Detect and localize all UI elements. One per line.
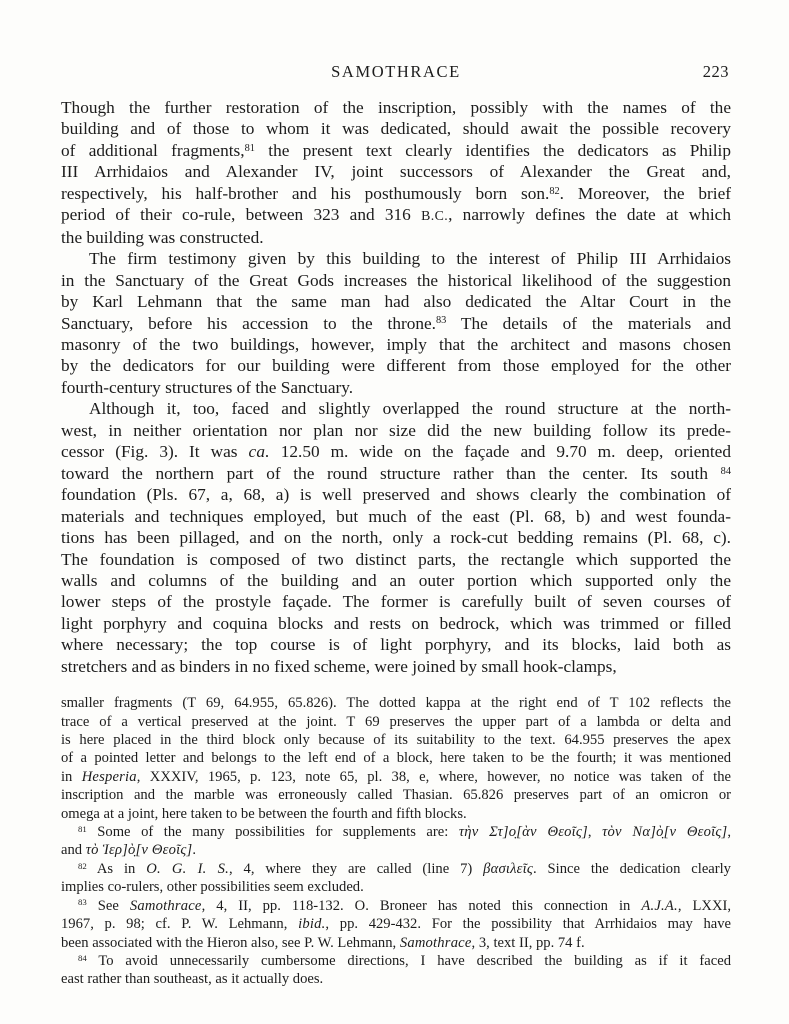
body-line: fourth-century structures of the Sanctuary. — [61, 377, 354, 397]
footnote-line: 1967, p. 98; cf. P. W. Lehmann, ibid., pp. 429-432. For the possibility that Arrhidaios may have — [61, 916, 732, 933]
footnote-line: $^{84}$ To avoid unnecessarily cumbersome directions, I have described the building as if it faced — [78, 952, 731, 969]
running-header — [61, 62, 731, 82]
footnote-line: implies co-rulers, other possibilities seem excluded. — [61, 879, 364, 896]
body-line: lower steps of the prostyle façade. The former is carefully built of seven courses of — [61, 592, 731, 612]
body-line: where necessary; the top course is of light porphyry, and its blocks, laid both as — [61, 635, 731, 655]
body-line: Although it, too, faced and slightly overlapped the round structure at the north- — [89, 399, 731, 419]
body-line: by Karl Lehmann that the same man had also dedicated the Altar Court in the — [61, 292, 731, 312]
body-line: III Arrhidaios and Alexander IV, joint successors of Alexander the Great and, — [61, 162, 731, 182]
footnote-line: inscription and the marble was erroneously called Thasian. 65.826 preserves part of an omicron or — [61, 787, 731, 804]
footnote-line: $^{83}$ See Samothrace, 4, II, pp. 118-132. O. Broneer has noted this connection in A.J.A., LXXI, — [78, 897, 731, 914]
body-line: in the Sanctuary of the Great Gods increases the historical likelihood of the suggestion — [61, 270, 731, 290]
body-line: walls and columns of the building and an outer portion which supported only the — [61, 570, 731, 590]
body-line: cessor (Fig. 3). It was ca. 12.50 m. wide on the façade and 9.70 m. deep, oriented — [61, 442, 731, 462]
footnote-line: omega at a joint, here taken to be between the fourth and fifth blocks. — [61, 805, 467, 822]
body-line: building and of those to whom it was dedicated, should await the possible recovery — [61, 119, 731, 139]
paragraph — [61, 97, 731, 248]
page-number: 223 — [702, 62, 729, 81]
body-line: materials and techniques employed, but much of the east (Pl. 68, b) and west founda- — [61, 506, 731, 526]
footnote-line: $^{82}$ As in O. G. I. S., 4, where they are called (line 7) βασιλεῖς. Since the dedication clearly — [78, 860, 731, 877]
body-text — [61, 97, 731, 677]
footnote — [61, 897, 731, 952]
footnote — [61, 694, 731, 823]
footnotes-section — [61, 694, 731, 989]
footnote-line: trace of a vertical preserved at the joint. T 69 preserves the upper part of a lambda or delta and — [61, 713, 731, 730]
footnote — [61, 860, 731, 897]
body-line: The foundation is composed of two distinct parts, the rectangle which supported the — [61, 549, 731, 569]
footnote-line: is here placed in the third block only because of its suitability to the text. 64.955 preserves the apex — [61, 732, 731, 749]
footnote — [61, 952, 731, 989]
body-line: respectively, his half-brother and his posthumously born son.$^{82}$. Moreover, the brief — [61, 183, 731, 203]
body-line: foundation (Pls. 67, a, 68, a) is well preserved and shows clearly the combination of — [61, 485, 731, 505]
body-line: west, in neither orientation nor plan nor size did the new building follow its prede- — [61, 420, 731, 440]
body-line: masonry of the two buildings, however, imply that the architect and masons chosen — [61, 334, 731, 354]
footnote-line: been associated with the Hieron also, see P. W. Lehmann, Samothrace, 3, text II, pp. 74 f. — [61, 934, 585, 951]
footnote-line: of a pointed letter and belongs to the left end of a block, here taken to be the fourth; it was mentioned — [61, 750, 731, 767]
footnote-line: east rather than southeast, as it actually does. — [61, 971, 324, 988]
body-line: Sanctuary, before his accession to the throne.$^{83}$ The details of the materials and — [61, 313, 731, 333]
footnote — [61, 823, 731, 860]
body-line: stretchers and as binders in no fixed scheme, were joined by small hook-clamps, — [61, 656, 617, 676]
page-content — [61, 62, 731, 989]
footnote-line: and τὸ Ἱερ]ὸ̣[ν Θεοῖς]. — [61, 842, 197, 859]
body-line: Though the further restoration of the inscription, possibly with the names of the — [61, 98, 731, 117]
paragraph — [61, 398, 731, 677]
body-line: by the dedicators for our building were different from those employed for the other — [61, 356, 731, 376]
body-line: the building was constructed. — [61, 227, 264, 247]
body-line: tions has been pillaged, and on the north, only a rock-cut bedding remains (Pl. 68, c). — [61, 528, 731, 548]
body-line: period of their co-rule, between 323 and 316 B.C., narrowly defines the date at which — [61, 205, 731, 225]
footnote-line: $^{81}$ Some of the many possibilities for supplements are: τὴν Στ]ο̣[ὰν Θεοῖς], τὸν Να]ὸ̣[ν Θεοῖς], — [78, 823, 731, 841]
body-line: light porphyry and coquina blocks and rests on bedrock, which was trimmed or filled — [61, 613, 731, 633]
body-line: toward the northern part of the round structure rather than the center. Its south $^{84}$ — [61, 463, 731, 483]
paragraph — [61, 248, 731, 398]
running-head-title: SAMOTHRACE — [331, 62, 461, 81]
footnote-line: smaller fragments (T 69, 64.955, 65.826). The dotted kappa at the right end of T 102 reflects the — [61, 695, 731, 712]
body-line: The firm testimony given by this building to the interest of Philip III Arrhidaios — [89, 249, 731, 269]
body-line: of additional fragments,$^{81}$ the present text clearly identifies the dedicators as Philip — [61, 140, 731, 160]
footnote-line: in Hesperia, XXXIV, 1965, p. 123, note 65, pl. 38, e, where, however, no notice was taken of the — [61, 768, 732, 785]
